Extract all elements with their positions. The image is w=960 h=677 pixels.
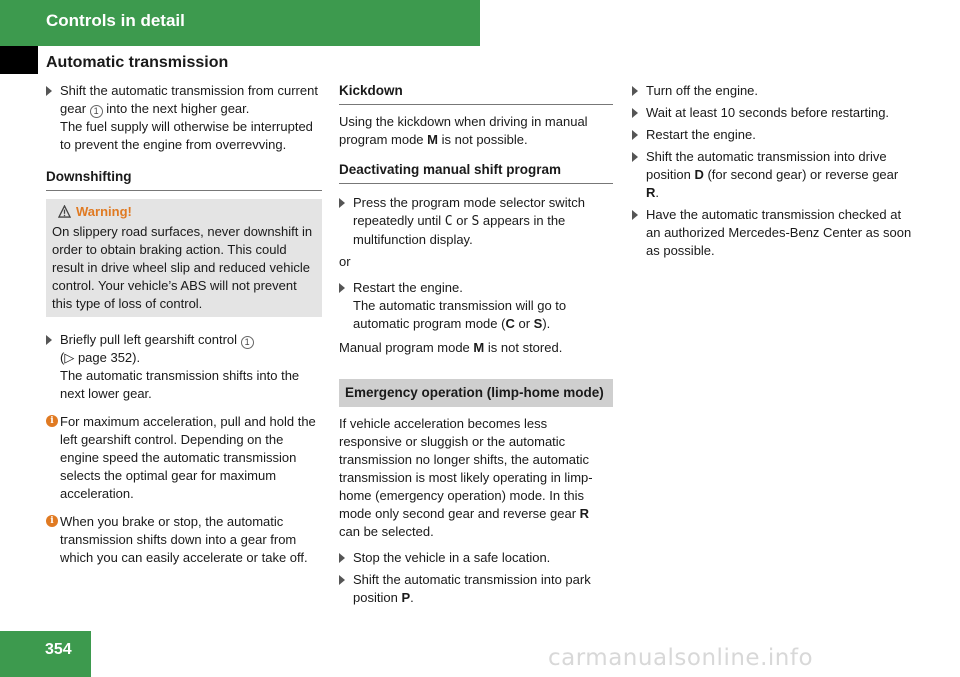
text-part: Using the kickdown when driving in manual program mode bbox=[339, 114, 588, 147]
bullet-text: Wait at least 10 seconds before restarting. bbox=[646, 105, 890, 120]
corner-block bbox=[0, 46, 38, 74]
warning-text: On slippery road surfaces, never downshift in order to obtain braking action. This could result in drive wheel slip and reduced vehicle control. Your vehicle’s ABS will not prevent this type of loss of control. bbox=[52, 224, 313, 311]
text-part: (for second gear) or reverse gear bbox=[707, 167, 899, 182]
text-part: Press the program mode selector switch repeatedly until bbox=[353, 195, 585, 228]
text-part: The automatic transmission will go to automatic program mode ( bbox=[353, 298, 567, 331]
bullet-text bbox=[353, 194, 613, 249]
warning-title-text: Warning! bbox=[76, 204, 132, 219]
bullet-result: The automatic transmission shifts into the next lower gear. bbox=[60, 368, 300, 401]
info-text: When you brake or stop, the automatic transmission shifts down into a gear from which you can easily accelerate or take off. bbox=[60, 514, 308, 565]
text-part: is not possible. bbox=[441, 132, 528, 147]
bullet-text: Stop the vehicle in a safe location. bbox=[353, 550, 551, 565]
mode-letter: C bbox=[505, 316, 515, 331]
list-item bbox=[632, 148, 912, 202]
page-reference: (▷ page 352). bbox=[60, 350, 141, 365]
manual-not-stored bbox=[339, 339, 613, 357]
bullet-text bbox=[60, 82, 322, 118]
bullet-text bbox=[646, 148, 912, 202]
kickdown-heading: Kickdown bbox=[339, 82, 613, 105]
gear-letter: P bbox=[401, 590, 411, 605]
list-item bbox=[46, 82, 322, 154]
bullet-text-part: into the next higher gear. bbox=[106, 101, 250, 116]
warning-triangle-icon bbox=[58, 205, 71, 218]
bullet-text bbox=[353, 571, 613, 607]
info-text: For maximum acceleration, pull and hold the left gearshift control. Depending on the engine speed the automatic transmission selects the optimal gear for maximum acceleration. bbox=[60, 414, 316, 501]
info-note bbox=[46, 413, 322, 503]
text-part: or bbox=[518, 316, 531, 331]
downshifting-heading: Downshifting bbox=[46, 168, 322, 191]
arrow-icon bbox=[632, 210, 638, 220]
list-item bbox=[632, 82, 912, 100]
kickdown-text bbox=[339, 113, 613, 149]
arrow-icon bbox=[632, 152, 638, 162]
page-number-badge bbox=[0, 631, 91, 677]
text-part: or bbox=[456, 213, 468, 228]
info-icon: i bbox=[46, 415, 58, 427]
bullet-text: Restart the engine. bbox=[353, 280, 463, 295]
bullet-result bbox=[353, 297, 613, 333]
bullet-text-part: Shift the automatic transmission from current gear bbox=[60, 83, 318, 116]
page-number: 354 bbox=[45, 641, 72, 658]
arrow-icon bbox=[632, 86, 638, 96]
bullet-result: The fuel supply will otherwise be interrupted to prevent the engine from overrevving. bbox=[60, 119, 313, 152]
display-symbol: C bbox=[444, 214, 453, 229]
list-item bbox=[46, 331, 322, 403]
text-part: ). bbox=[542, 316, 551, 331]
bullet-text: Have the automatic transmission checked at an authorized Mercedes-Benz Center as soon as possible. bbox=[646, 207, 912, 258]
arrow-icon bbox=[632, 130, 638, 140]
text-part: appears in the multifunction display. bbox=[353, 213, 566, 247]
mode-letter: S bbox=[533, 316, 543, 331]
list-item bbox=[339, 279, 613, 333]
column-1 bbox=[46, 82, 322, 577]
info-icon: i bbox=[46, 515, 58, 527]
emergency-heading: Emergency operation (limp-home mode) bbox=[339, 379, 613, 407]
chapter-header bbox=[0, 0, 480, 46]
list-item bbox=[339, 571, 613, 607]
column-2 bbox=[339, 82, 613, 611]
gear-letter: R bbox=[579, 506, 590, 521]
text-part: . bbox=[655, 185, 660, 200]
list-item bbox=[339, 194, 613, 249]
circle-1-icon: 1 bbox=[90, 105, 103, 118]
arrow-icon bbox=[339, 283, 345, 293]
text-part: Shift the automatic transmission into drive position bbox=[646, 149, 887, 182]
arrow-icon bbox=[46, 86, 52, 96]
arrow-icon bbox=[339, 198, 345, 208]
arrow-icon bbox=[339, 553, 345, 563]
list-item bbox=[632, 206, 912, 260]
list-item bbox=[632, 126, 912, 144]
arrow-icon bbox=[46, 335, 52, 345]
emergency-text bbox=[339, 415, 613, 541]
list-item bbox=[339, 549, 613, 567]
chapter-title: Controls in detail bbox=[46, 11, 185, 30]
text-part: . bbox=[410, 590, 414, 605]
mode-letter: M bbox=[427, 132, 439, 147]
warning-title bbox=[52, 203, 316, 221]
warning-box bbox=[46, 199, 322, 317]
text-part: If vehicle acceleration becomes less responsive or sluggish or the automatic transmission no longer shifts, the automatic transmission is most likely operating in limp-home (emergency operation) mode. In this mode only second gear and reverse gear bbox=[339, 416, 593, 521]
arrow-icon bbox=[632, 108, 638, 118]
gear-letter: D bbox=[694, 167, 704, 182]
text-part: can be selected. bbox=[339, 524, 434, 539]
display-symbol: S bbox=[471, 214, 480, 229]
bullet-text bbox=[60, 331, 322, 349]
text-part: is not stored. bbox=[487, 340, 563, 355]
circle-1-icon: 1 bbox=[241, 336, 254, 349]
arrow-icon bbox=[339, 575, 345, 585]
bullet-text: Turn off the engine. bbox=[646, 83, 759, 98]
mode-letter: M bbox=[473, 340, 485, 355]
text-part: Shift the automatic transmission into park position bbox=[353, 572, 591, 605]
text-part: Manual program mode bbox=[339, 340, 470, 355]
column-3 bbox=[632, 82, 912, 264]
bullet-text-part: Briefly pull left gearshift control bbox=[60, 332, 238, 347]
watermark: carmanualsonline.info bbox=[548, 645, 814, 671]
section-title: Automatic transmission bbox=[46, 54, 229, 71]
info-note bbox=[46, 513, 322, 567]
list-item bbox=[632, 104, 912, 122]
bullet-text: Restart the engine. bbox=[646, 127, 756, 142]
deactivating-heading: Deactivating manual shift program bbox=[339, 161, 613, 184]
gear-letter: R bbox=[646, 185, 656, 200]
or-text: or bbox=[339, 254, 351, 269]
